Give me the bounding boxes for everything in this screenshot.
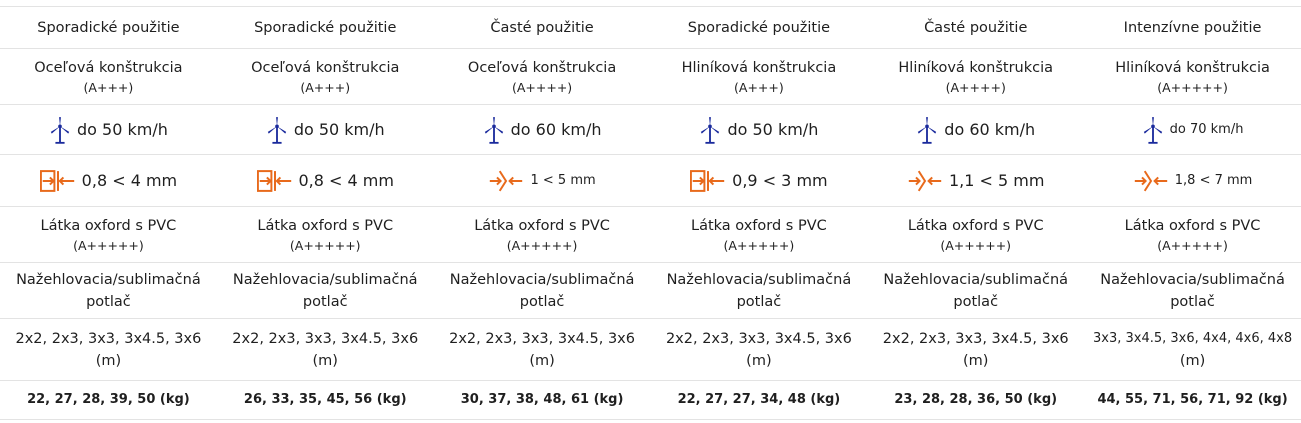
frame-rating: (A+++) [734, 79, 784, 95]
usage-text: Sporadické použitie [687, 19, 831, 36]
print-text-line1: Nažehlovacia/sublimačná [16, 271, 201, 288]
print-cell [1084, 262, 1301, 318]
print-text-line1: Nažehlovacia/sublimačná [666, 271, 852, 288]
wind-turbine-icon [49, 116, 71, 144]
fabric-text: Látka oxford s PVC [40, 217, 177, 234]
print-text-line2: potlač [302, 293, 348, 310]
usage-text: Časté použitie [490, 19, 594, 36]
frame-text: Oceľová konštrukcia [251, 59, 400, 76]
sizes-text-line1: 2x2, 2x3, 3x3, 3x4.5, 3x6 [665, 330, 852, 347]
frame-cell [0, 48, 217, 104]
usage-text: Sporadické použitie [37, 19, 180, 36]
frame-cell [434, 48, 651, 104]
frame-text: Hliníková konštrukcia [898, 59, 1054, 76]
compression-arrows-icon [257, 169, 293, 193]
wind-cell [867, 104, 1084, 154]
sizes-cell [867, 318, 1084, 380]
sizes-text-line1: 2x2, 2x3, 3x3, 3x4.5, 3x6 [15, 330, 202, 347]
weights-cell [867, 380, 1084, 420]
fabric-cell [650, 206, 867, 262]
fabric-rating: (A+++++) [723, 237, 795, 253]
fabric-cell [0, 206, 217, 262]
sizes-text-line2: (m) [95, 352, 122, 369]
compression-arrows-icon [690, 169, 726, 193]
thickness-cell [867, 154, 1084, 206]
thickness-text: 0,9 < 3 mm [732, 170, 828, 190]
frame-rating: (A++++) [511, 79, 573, 95]
sizes-cell [217, 318, 434, 380]
thickness-cell [0, 154, 217, 206]
usage-cell [434, 6, 651, 48]
usage-cell [1084, 6, 1301, 48]
sizes-text-line2: (m) [312, 352, 338, 369]
weights-cell [434, 380, 651, 420]
sizes-text-line1: 2x2, 2x3, 3x3, 3x4.5, 3x6 [449, 330, 635, 347]
chevron-arrows-icon [488, 169, 524, 193]
fabric-text: Látka oxford s PVC [907, 217, 1044, 234]
print-text-line2: potlač [519, 293, 565, 310]
wind-turbine-icon [483, 116, 505, 144]
wind-text: do 70 km/h [1169, 121, 1244, 137]
wind-cell [0, 104, 217, 154]
usage-cell [867, 6, 1084, 48]
thickness-text: 0,8 < 4 mm [298, 170, 394, 190]
weights-cell [650, 380, 867, 420]
frame-cell [867, 48, 1084, 104]
wind-cell [217, 104, 434, 154]
print-cell [434, 262, 651, 318]
wind-turbine-icon [266, 116, 288, 144]
sizes-cell [1084, 318, 1301, 380]
thickness-text: 1,8 < 7 mm [1174, 172, 1253, 188]
frame-text: Oceľová konštrukcia [34, 59, 183, 76]
print-text-line1: Nažehlovacia/sublimačná [1100, 271, 1285, 288]
sizes-text-line2: (m) [746, 352, 772, 369]
fabric-cell [434, 206, 651, 262]
wind-turbine-icon [916, 116, 938, 144]
product-column-4 [650, 6, 867, 420]
usage-text: Sporadické použitie [254, 19, 397, 36]
thickness-cell [217, 154, 434, 206]
comparison-table [0, 6, 1301, 420]
wind-cell [434, 104, 651, 154]
print-text-line1: Nažehlovacia/sublimačná [883, 271, 1069, 288]
fabric-cell [217, 206, 434, 262]
thickness-cell [434, 154, 651, 206]
usage-cell [650, 6, 867, 48]
thickness-text: 1,1 < 5 mm [948, 170, 1045, 190]
fabric-text: Látka oxford s PVC [474, 217, 610, 234]
fabric-rating: (A+++++) [940, 237, 1012, 253]
print-cell [867, 262, 1084, 318]
print-cell [0, 262, 217, 318]
frame-text: Hliníková konštrukcia [1115, 59, 1270, 76]
frame-cell [650, 48, 867, 104]
print-text-line1: Nažehlovacia/sublimačná [449, 271, 635, 288]
compression-arrows-icon [40, 169, 76, 193]
print-text-line2: potlač [953, 293, 999, 310]
sizes-cell [650, 318, 867, 380]
sizes-text-line2: (m) [529, 352, 555, 369]
wind-text: do 50 km/h [727, 119, 819, 139]
frame-text: Oceľová konštrukcia [467, 59, 617, 76]
frame-rating: (A++++) [945, 79, 1006, 95]
sizes-text-line1: 2x2, 2x3, 3x3, 3x4.5, 3x6 [232, 330, 419, 347]
sizes-cell [434, 318, 651, 380]
fabric-cell [867, 206, 1084, 262]
wind-turbine-icon [1142, 116, 1164, 144]
fabric-rating: (A+++++) [506, 237, 578, 253]
sizes-text-line2: (m) [963, 352, 989, 369]
print-cell [217, 262, 434, 318]
weights-cell [217, 380, 434, 420]
weights-cell [1084, 380, 1301, 420]
weights-text: 22, 27, 28, 39, 50 (kg) [27, 392, 190, 407]
wind-cell [650, 104, 867, 154]
weights-text: 23, 28, 28, 36, 50 (kg) [894, 392, 1058, 407]
weights-text: 44, 55, 71, 56, 71, 92 (kg) [1097, 392, 1288, 407]
fabric-rating: (A+++++) [73, 237, 144, 253]
fabric-text: Látka oxford s PVC [1124, 217, 1261, 234]
fabric-text: Látka oxford s PVC [257, 217, 394, 234]
frame-cell [1084, 48, 1301, 104]
fabric-rating: (A+++++) [1157, 237, 1228, 253]
weights-text: 30, 37, 38, 48, 61 (kg) [460, 392, 624, 407]
print-text-line2: potlač [1170, 293, 1215, 310]
sizes-text-line2: (m) [1179, 352, 1206, 369]
thickness-text: 1 < 5 mm [530, 172, 596, 188]
print-cell [650, 262, 867, 318]
weights-cell [0, 380, 217, 420]
wind-text: do 60 km/h [510, 119, 602, 139]
usage-text: Intenzívne použitie [1123, 19, 1262, 36]
sizes-text-line1: 2x2, 2x3, 3x3, 3x4.5, 3x6 [882, 330, 1069, 347]
weights-text: 26, 33, 35, 45, 56 (kg) [243, 392, 407, 407]
frame-rating: (A+++) [83, 79, 134, 95]
wind-text: do 50 km/h [76, 119, 168, 139]
fabric-text: Látka oxford s PVC [691, 217, 827, 234]
chevron-arrows-icon [1133, 169, 1169, 193]
thickness-cell [650, 154, 867, 206]
usage-text: Časté použitie [924, 19, 1028, 36]
product-column-2 [217, 6, 434, 420]
chevron-arrows-icon [907, 169, 943, 193]
print-text-line1: Nažehlovacia/sublimačná [232, 271, 418, 288]
sizes-cell [0, 318, 217, 380]
wind-turbine-icon [699, 116, 721, 144]
product-column-5 [867, 6, 1084, 420]
usage-cell [217, 6, 434, 48]
product-column-3 [434, 6, 651, 420]
wind-cell [1084, 104, 1301, 154]
print-text-line2: potlač [736, 293, 782, 310]
wind-text: do 60 km/h [944, 119, 1036, 139]
sizes-text-line1: 3x3, 3x4.5, 3x6, 4x4, 4x6, 4x8 [1092, 330, 1293, 346]
frame-cell [217, 48, 434, 104]
wind-text: do 50 km/h [293, 119, 385, 139]
product-column-6 [1084, 6, 1301, 420]
print-text-line2: potlač [86, 293, 131, 310]
usage-cell [0, 6, 217, 48]
frame-rating: (A+++++) [1157, 79, 1228, 95]
weights-text: 22, 27, 27, 34, 48 (kg) [677, 392, 841, 407]
fabric-rating: (A+++++) [289, 237, 361, 253]
frame-text: Hliníková konštrukcia [681, 59, 837, 76]
fabric-cell [1084, 206, 1301, 262]
frame-rating: (A+++) [300, 79, 351, 95]
thickness-text: 0,8 < 4 mm [81, 170, 178, 190]
product-column-1 [0, 6, 217, 420]
thickness-cell [1084, 154, 1301, 206]
